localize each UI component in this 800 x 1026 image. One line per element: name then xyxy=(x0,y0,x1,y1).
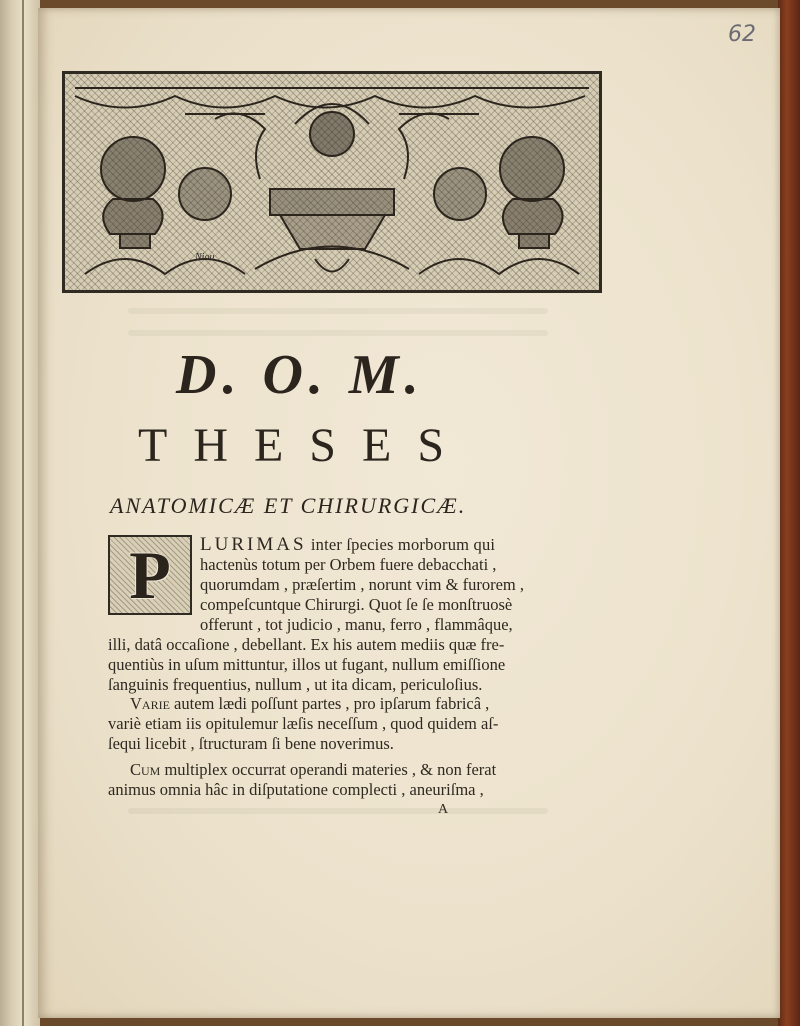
book-page xyxy=(38,8,780,1018)
spine-edge xyxy=(22,0,24,1026)
paragraph1-line3: quorumdam , præſertim , norunt vim & furorem , xyxy=(200,575,524,594)
paragraph2-line2: variè etiam iis opitulemur læſis neceſſum , quod quidem aſ- xyxy=(108,714,499,733)
bleed-through-line xyxy=(128,330,548,336)
subtitle: ANATOMICÆ ET CHIRURGICÆ. xyxy=(110,493,467,518)
paragraph1-line7: quentiùs in uſum mittuntur, illos ut fugant, nullum emiſſione xyxy=(108,655,506,674)
paragraph1-line6: illi, datâ occaſione , debellant. Ex his autem mediis quæ fre- xyxy=(108,635,505,654)
paragraph1-line1-rest: inter ſpecies morborum qui xyxy=(306,535,496,554)
decorated-initial xyxy=(108,535,192,615)
signature-mark: A xyxy=(438,802,449,817)
paragraph1-caps: LURIMAS xyxy=(200,534,307,555)
paragraph2-line1-rest: autem lædi poſſunt partes , pro ipſarum fabricâ , xyxy=(169,694,490,713)
folio-number: 62 xyxy=(728,22,756,47)
paragraph2-line3: ſequi licebit , ſtructuram ſi bene noverimus. xyxy=(108,734,394,753)
paragraph3-line2: animus omnia hâc in diſputatione complecti , aneuriſma , xyxy=(108,780,484,799)
dom-heading: D. O. M. xyxy=(176,344,425,406)
paragraph1-line5: offerunt , tot judicio , manu, ferro , flammâque, xyxy=(200,615,513,634)
paragraph2-lead: Varie xyxy=(130,694,170,713)
paragraph3-line1-rest: multiplex occurrat operandi materies , & non ferat xyxy=(160,760,497,779)
book-cover-edge xyxy=(778,0,800,1026)
theses-heading: THESES xyxy=(138,419,471,472)
paragraph1-line2: hactenùs totum per Orbem fuere debacchati , xyxy=(200,555,497,574)
book-spine xyxy=(0,0,40,1026)
paragraph2-line1 xyxy=(130,694,489,714)
engraver-signature: Niou xyxy=(195,252,215,263)
paragraph1-line1 xyxy=(200,535,495,555)
headpiece-ornament xyxy=(62,71,602,293)
bleed-through-line xyxy=(128,308,548,314)
paragraph3-line1 xyxy=(130,760,496,780)
paragraph1-line8: ſanguinis frequentius, nullum , ut ita dicam, periculoſius. xyxy=(108,675,483,694)
ornament-drawing xyxy=(65,74,599,290)
paragraph3-lead: Cum xyxy=(130,760,161,779)
drop-cap-letter: P xyxy=(129,537,171,613)
paragraph1-line4: compeſcuntque Chirurgi. Quot ſe ſe monſtruosè xyxy=(200,595,513,614)
bleed-through-line xyxy=(128,808,548,814)
